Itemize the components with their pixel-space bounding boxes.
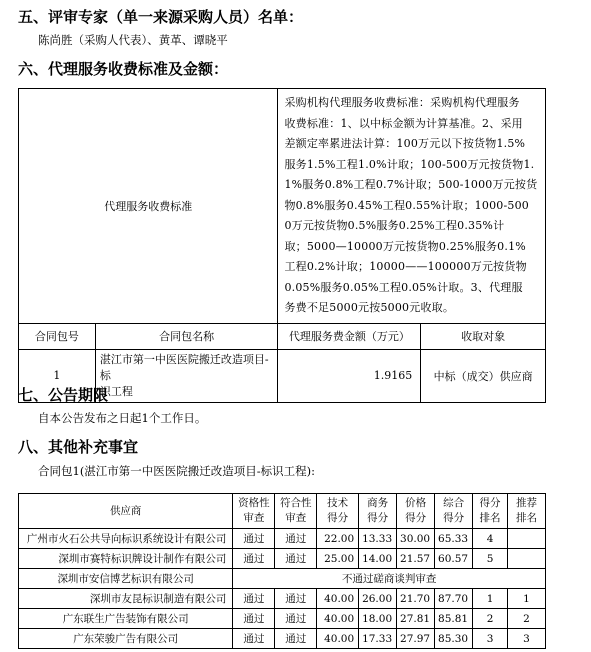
supplier-name: 广东联生广告装饰有限公司 [19,609,233,629]
fee-line: 工程0.2%计取；10000——100000万元按货物 [284,260,527,273]
table-row [19,609,546,629]
fee-table [18,88,546,403]
total-score: 85.30 [435,629,473,649]
header-compliance: 符合性 审查 [275,494,317,529]
table-row [19,569,546,589]
score-rank: 1 [473,589,508,609]
header-total-score: 综合 得分 [435,494,473,529]
compliance-result: 通过 [275,529,317,549]
section-5-title: 五、评审专家（单一来源采购人员）名单： [18,8,304,26]
header-supplier: 供应商 [19,494,233,529]
pkg-name [95,349,278,402]
compliance-result: 通过 [275,609,317,629]
header-fee-amount: 代理服务费金额（万元） [278,323,421,349]
fee-line: 服务1.5%工程1.0%计取；100-500万元按货物1. [284,157,535,171]
fee-line: 差额定率累进法计算：100万元以下按货物1.5% [284,137,526,150]
score-rank: 4 [473,529,508,549]
section-6-title: 六、代理服务收费标准及金额： [18,60,229,78]
pkg-no: 1 [19,349,96,402]
header-pkg-no: 合同包号 [19,323,96,349]
biz-score: 14.00 [359,549,397,569]
header-biz-score: 商务 得分 [359,494,397,529]
compliance-result: 通过 [275,549,317,569]
recommend-rank [508,549,546,569]
fee-line: 取；5000—10000万元按货物0.25%服务0.1% [284,239,526,253]
table-row [19,589,546,609]
tech-score: 40.00 [317,589,359,609]
fee-line: 采购机构代理服务收费标准：采购机构代理服务 [284,96,520,109]
recommend-rank: 1 [508,589,546,609]
qualification-result: 通过 [233,609,275,629]
total-score: 65.33 [435,529,473,549]
fee-line: 收费标准：1、以中标金额为计算基准。2、采用 [284,116,523,130]
header-price-score: 价格 得分 [397,494,435,529]
excluded-note: 不通过磋商谈判审查 [233,569,546,589]
recommend-rank: 3 [508,629,546,649]
price-score: 21.57 [397,549,435,569]
supplier-name: 深圳市安信博艺标识有限公司 [19,569,233,589]
table-row [19,549,546,569]
fee-line: 1%服务0.8%工程0.7%计取；500-1000万元按货 [284,178,538,191]
price-score: 27.81 [397,609,435,629]
fee-line: 物0.8%服务0.45%工程0.55%计取；1000-500 [284,198,529,212]
fee-line: 0万元按货物0.5%服务0.25%工程0.35%计 [284,219,505,232]
header-tech-score: 技术 得分 [317,494,359,529]
pkg-name-line: 识工程 [99,384,133,398]
header-qualification: 资格性 审查 [233,494,275,529]
fee-target: 中标（成交）供应商 [421,349,546,402]
price-score: 27.97 [397,629,435,649]
total-score: 87.70 [435,589,473,609]
score-rank: 5 [473,549,508,569]
biz-score: 26.00 [359,589,397,609]
section-7-title: 七、公告期限 [18,386,109,404]
table-row [19,629,546,649]
tech-score: 25.00 [317,549,359,569]
qualification-result: 通过 [233,529,275,549]
tech-score: 22.00 [317,529,359,549]
supplier-name: 广州市火石公共导向标识系统设计有限公司 [19,529,233,549]
supplier-name: 深圳市赛特标识牌设计制作有限公司 [19,549,233,569]
biz-score: 17.33 [359,629,397,649]
fee-line: 务费不足5000元按5000元收取。 [284,301,455,314]
qualification-result: 通过 [233,549,275,569]
section-8-title: 八、其他补充事宜 [18,438,139,456]
pkg-name-line: 湛江市第一中医医院搬迁改造项目-标 [99,352,269,382]
expert-list: 陈尚胜（采购人代表）、黄革、谭晓平 [38,33,228,47]
price-score: 30.00 [397,529,435,549]
biz-score: 18.00 [359,609,397,629]
recommend-rank [508,529,546,549]
fee-label-cell: 代理服务收费标准 [19,89,278,324]
compliance-result: 通过 [275,629,317,649]
header-fee-target: 收取对象 [421,323,546,349]
supplier-name: 广东荣骏广告有限公司 [19,629,233,649]
score-table [18,493,546,649]
tech-score: 40.00 [317,609,359,629]
total-score: 60.57 [435,549,473,569]
biz-score: 13.33 [359,529,397,549]
table-row [19,529,546,549]
header-score-rank: 得分 排名 [473,494,508,529]
notice-period-text: 自本公告发布之日起1个工作日。 [38,411,207,425]
header-recommend-rank: 推荐 排名 [508,494,546,529]
fee-line: 0.05%服务0.05%工程0.05%计取。3、代理服 [284,280,523,294]
package-subtitle: 合同包1(湛江市第一中医医院搬迁改造项目-标识工程): [38,464,316,478]
price-score: 21.70 [397,589,435,609]
score-rank: 2 [473,609,508,629]
header-pkg-name: 合同包名称 [95,323,278,349]
qualification-result: 通过 [233,629,275,649]
fee-amount: 1.9165 [278,349,421,402]
score-rank: 3 [473,629,508,649]
total-score: 85.81 [435,609,473,629]
fee-standard-text [278,89,546,324]
recommend-rank: 2 [508,609,546,629]
qualification-result: 通过 [233,589,275,609]
compliance-result: 通过 [275,589,317,609]
supplier-name: 深圳市友昆标识制造有限公司 [19,589,233,609]
tech-score: 40.00 [317,629,359,649]
